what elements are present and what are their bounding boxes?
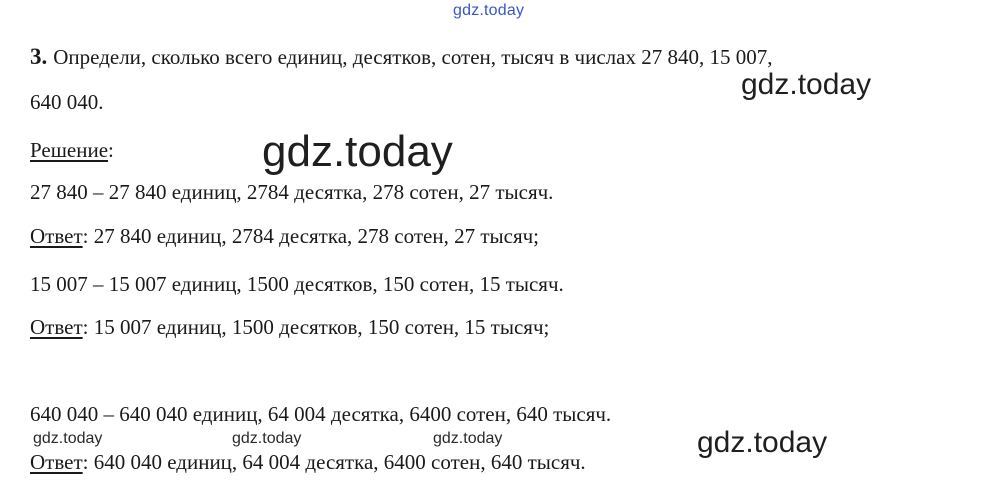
solution-line-1: 27 840 – 27 840 единиц, 2784 десятка, 278 сотен, 27 тысяч.	[30, 180, 554, 204]
solution-colon: :	[108, 138, 114, 162]
answer-line-2	[30, 315, 549, 340]
watermark-small-2: gdz.today	[232, 430, 302, 447]
watermark-small-1: gdz.today	[33, 430, 103, 447]
task-text-2: 640 040.	[30, 90, 104, 114]
watermark-small-3: gdz.today	[433, 430, 503, 447]
answer-text: 15 007 единиц, 1500 десятков, 150 сотен, 15 тысяч;	[93, 315, 550, 339]
solution-line-2: 15 007 – 15 007 единиц, 1500 десятков, 150 сотен, 15 тысяч.	[30, 272, 564, 296]
solution-line-3: 640 040 – 640 040 единиц, 64 004 десятка, 6400 сотен, 640 тысяч.	[30, 402, 612, 426]
task-line-1	[30, 44, 772, 70]
answer-colon: :	[82, 224, 94, 248]
solution-label: Решение	[30, 138, 109, 162]
solution-heading	[30, 138, 114, 163]
answer-colon: :	[82, 315, 94, 339]
watermark-top: gdz.today	[453, 2, 525, 19]
answer-label: Ответ	[30, 315, 83, 339]
answer-text: 27 840 единиц, 2784 десятка, 278 сотен, 27 тысяч;	[93, 224, 539, 248]
answer-label: Ответ	[30, 224, 83, 248]
answer-line-1	[30, 224, 539, 249]
answer-text: 640 040 единиц, 64 004 десятка, 6400 сотен, 640 тысяч.	[93, 450, 586, 474]
answer-label: Ответ	[30, 450, 83, 474]
task-number: 3.	[30, 44, 48, 69]
answer-colon: :	[82, 450, 94, 474]
task-text-1: Определи, сколько всего единиц, десятков, сотен, тысяч в числах 27 840, 15 007,	[53, 45, 773, 69]
answer-line-3	[30, 450, 586, 475]
watermark-medium: gdz.today	[741, 68, 872, 101]
watermark-medium-2: gdz.today	[697, 426, 828, 459]
watermark-large: gdz.today	[262, 127, 453, 176]
task-line-2	[30, 90, 104, 115]
